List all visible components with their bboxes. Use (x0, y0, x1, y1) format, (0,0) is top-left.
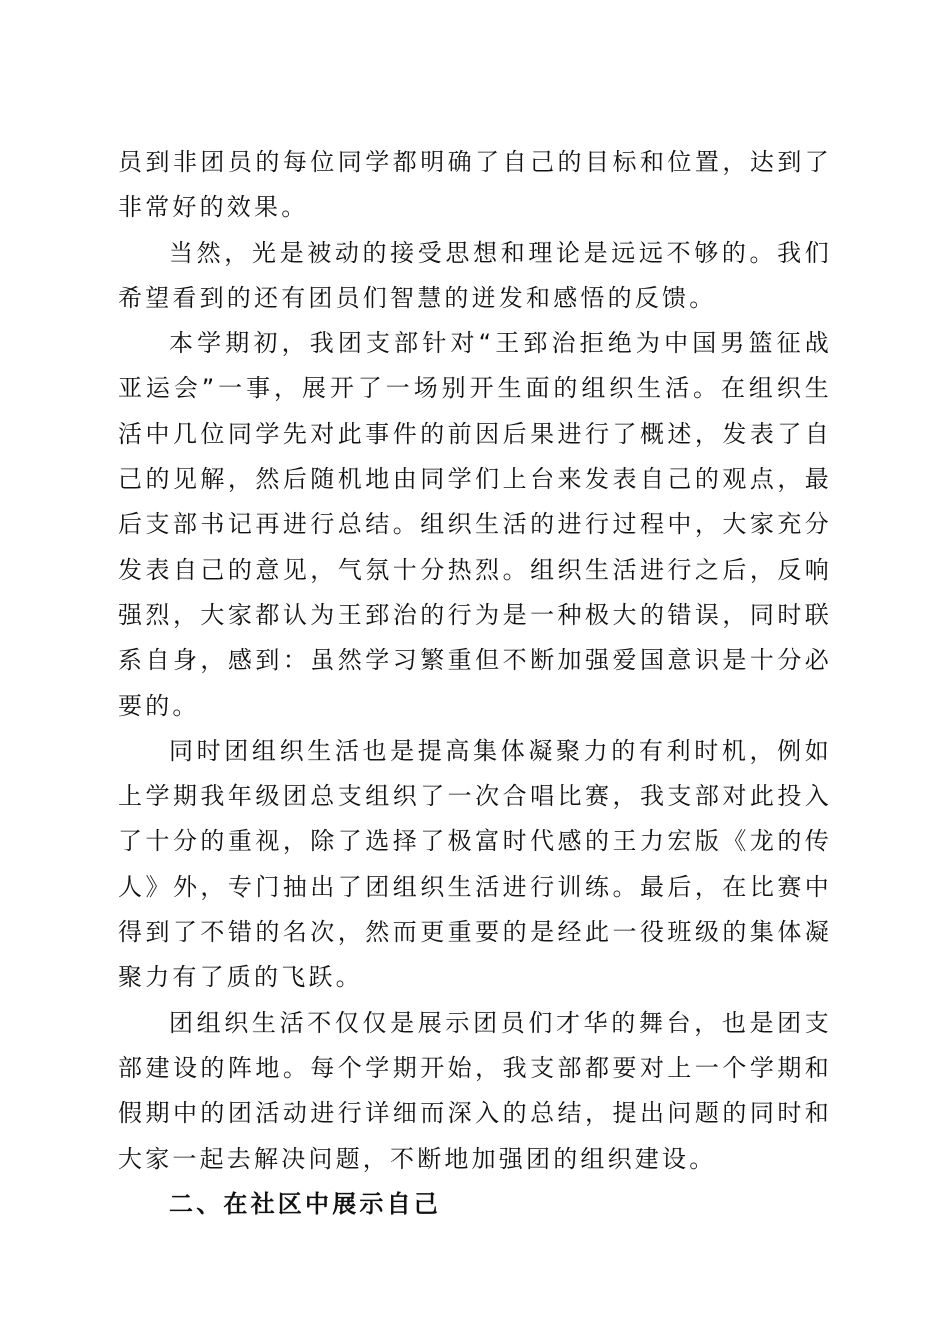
paragraph-continuation: 员到非团员的每位同学都明确了自己的目标和位置，达到了非常好的效果。 (118, 148, 832, 222)
paragraph-passive-learning: 当然，光是被动的接受思想和理论是远远不够的。我们希望看到的还有团员们智慧的迸发和感悟的反馈。 (118, 238, 832, 312)
paragraph-chorus-contest: 同时团组织生活也是提高集体凝聚力的有利时机，例如上学期我年级团总支组织了一次合唱比赛，我支部对此投入了十分的重视，除了选择了极富时代感的王力宏版《龙的传人》外，专门抽出了团组织生活进行训练。最后，在比赛中得到了不错的名次，然而更重要的是经此一役班级的集体凝聚力有了质的飞跃。 (118, 736, 832, 992)
section-heading: 二、在社区中展示自己 (169, 1189, 441, 1218)
paragraph-branch-building: 团组织生活不仅仅是展示团员们才华的舞台，也是团支部建设的阵地。每个学期开始，我支部都要对上一个学期和假期中的团活动进行详细而深入的总结，提出问题的同时和大家一起去解决问题，不断地加强团的组织建设。 (118, 1008, 832, 1173)
paragraph-organization-life: 本学期初，我团支部针对“王郅治拒绝为中国男篮征战亚运会”一事，展开了一场别开生面的组织生活。在组织生活中几位同学先对此事件的前因后果进行了概述，发表了自己的见解，然后随机地由同学们上台来发表自己的观点，最后支部书记再进行总结。组织生活的进行过程中，大家充分发表自己的意见，气氛十分热烈。组织生活进行之后，反响强烈，大家都认为王郅治的行为是一种极大的错误，同时联系自身，感到：虽然学习繁重但不断加强爱国意识是十分必要的。 (118, 329, 832, 720)
document-body (118, 140, 832, 1227)
